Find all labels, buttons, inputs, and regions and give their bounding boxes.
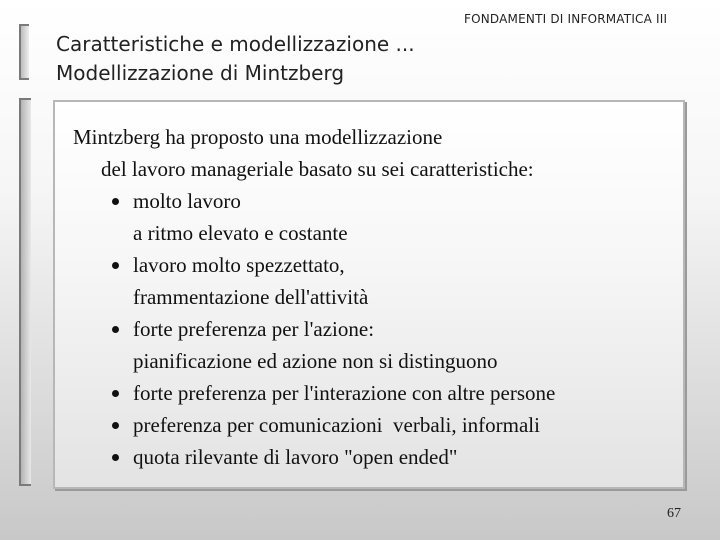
slide-title — [56, 30, 415, 88]
bullet-dot-icon — [112, 422, 119, 429]
intro-line-2: del lavoro manageriale basato su sei caratteristiche: — [101, 157, 534, 181]
bullet-line-1: quota rilevante di lavoro "open ended" — [133, 445, 458, 469]
bullet-line-1: molto lavoro — [133, 189, 241, 213]
bullet-dot-icon — [112, 454, 119, 461]
bullet-line-1: forte preferenza per l'azione: — [133, 317, 375, 341]
bullet-line-1: lavoro molto spezzettato, — [133, 253, 345, 277]
slide-title-line-1: Caratteristiche e modellizzazione ... — [56, 32, 415, 56]
page-number: 67 — [667, 506, 681, 521]
bullet-item — [103, 441, 555, 473]
title-bracket-decoration — [19, 24, 29, 80]
bullet-dot-icon — [112, 198, 119, 205]
bullet-dot-icon — [112, 262, 119, 269]
intro-line-1: Mintzberg ha proposto una modellizzazione — [73, 125, 443, 149]
bullet-list — [73, 185, 555, 473]
intro-paragraph — [73, 121, 555, 185]
bullet-item — [103, 185, 555, 249]
content-bracket-decoration — [19, 98, 31, 486]
bullet-item — [103, 313, 555, 377]
bullet-dot-icon — [112, 326, 119, 333]
bullet-item — [103, 377, 555, 409]
course-header: FONDAMENTI DI INFORMATICA III — [464, 12, 668, 26]
bullet-item — [103, 249, 555, 313]
bullet-item — [103, 409, 555, 441]
bullet-line-2: pianificazione ed azione non si distinguono — [133, 349, 498, 373]
bullet-line-2: a ritmo elevato e costante — [133, 221, 348, 245]
bullet-line-1: preferenza per comunicazioni verbali, informali — [133, 413, 540, 437]
slide-body — [73, 121, 555, 473]
bullet-dot-icon — [112, 390, 119, 397]
bullet-line-1: forte preferenza per l'interazione con altre persone — [133, 381, 556, 405]
slide-title-line-2: Modellizzazione di Mintzberg — [56, 61, 345, 85]
bullet-line-2: frammentazione dell'attività — [133, 285, 369, 309]
